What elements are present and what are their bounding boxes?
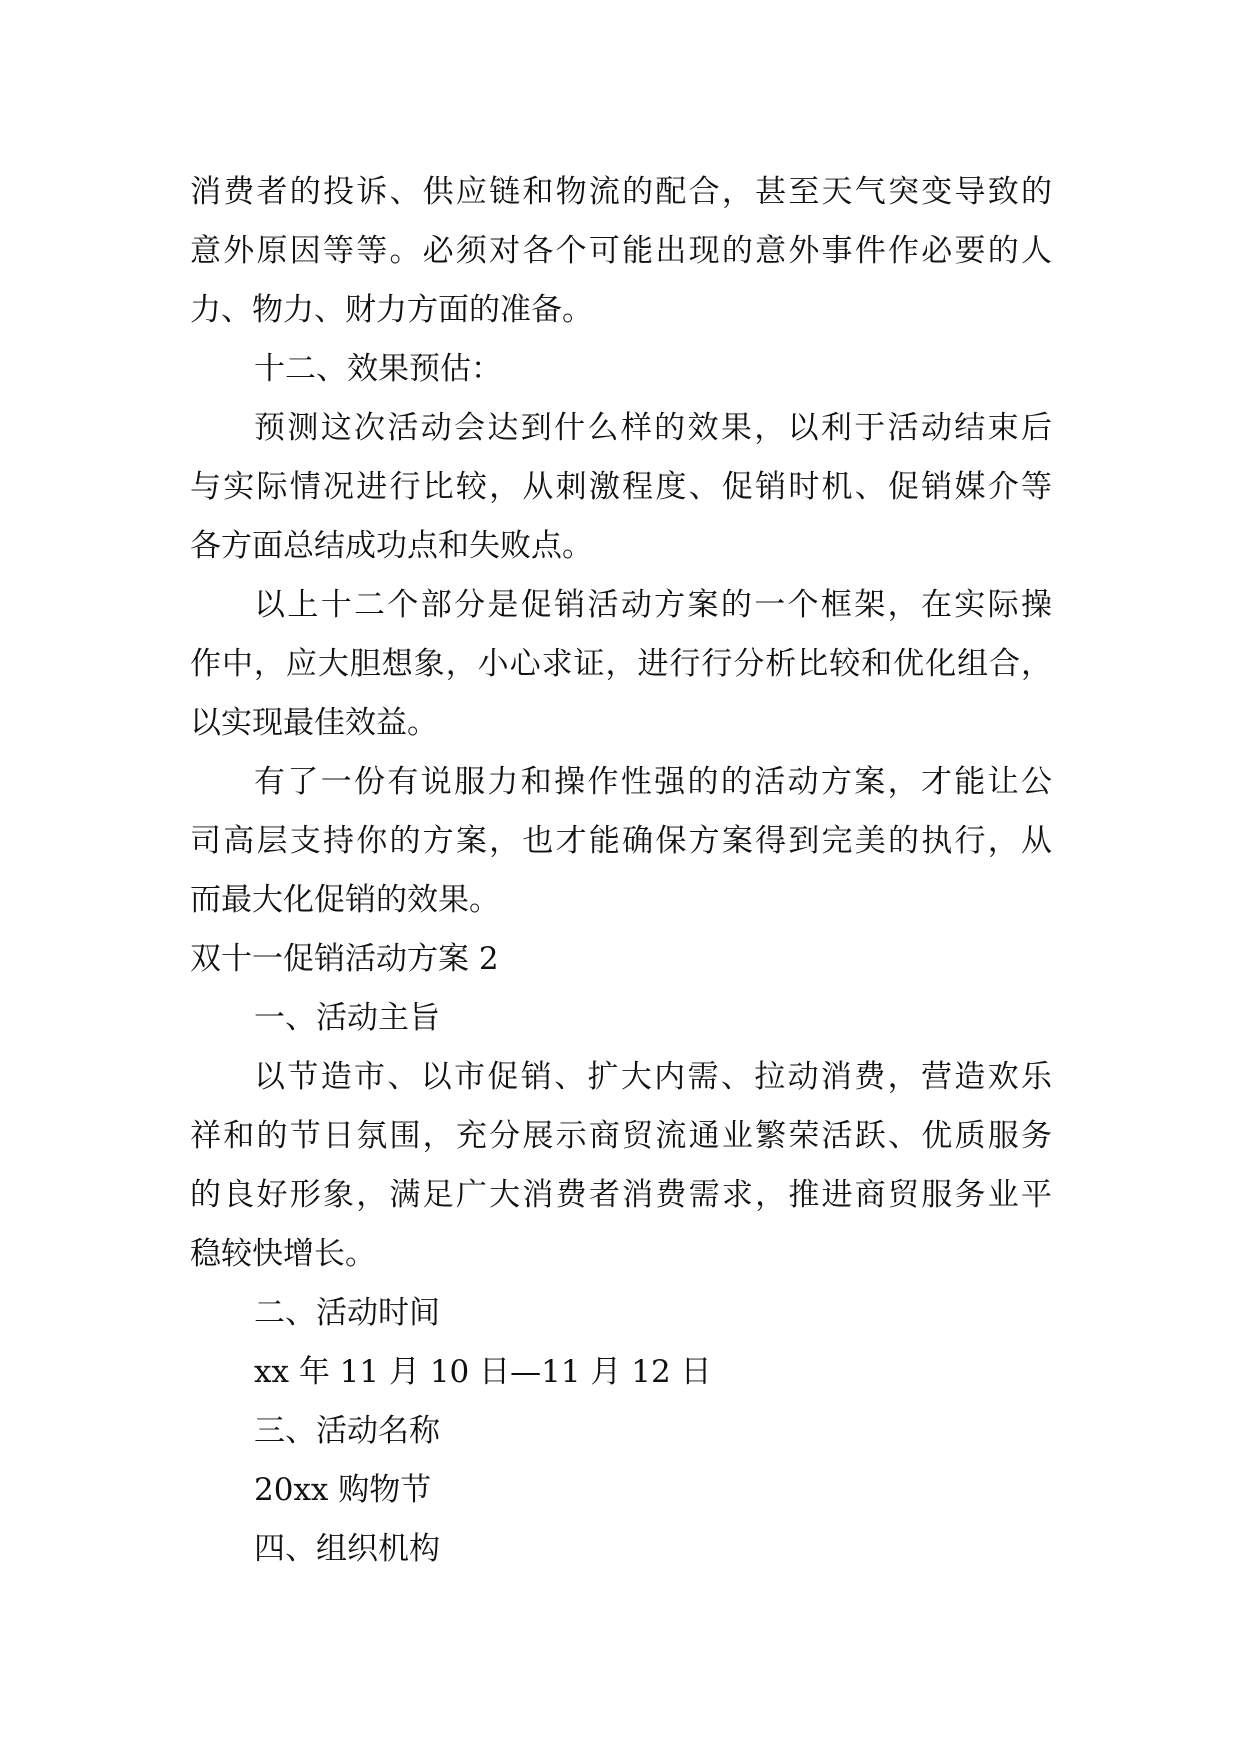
paragraph-line: 消费者的投诉、供应链和物流的配合，甚至天气突变导致的 xyxy=(190,174,1052,210)
paragraph-line: 以节造市、以市促销、扩大内需、拉动消费，营造欢乐 xyxy=(254,1059,1052,1095)
paragraph-line: 各方面总结成功点和失败点。 xyxy=(190,528,593,564)
section-heading: 三、活动名称 xyxy=(254,1413,440,1449)
paragraph-line: 预测这次活动会达到什么样的效果，以利于活动结束后 xyxy=(254,410,1052,446)
paragraph-line: 与实际情况进行比较，从刺激程度、促销时机、促销媒介等 xyxy=(190,469,1052,505)
document-body xyxy=(190,163,1052,1579)
activity-name: 20xx 购物节 xyxy=(254,1472,432,1508)
section-heading: 一、活动主旨 xyxy=(254,1000,440,1036)
section-heading: 四、组织机构 xyxy=(254,1531,440,1567)
paragraph-line: 以上十二个部分是促销活动方案的一个框架，在实际操 xyxy=(254,587,1052,623)
section-heading: 二、活动时间 xyxy=(254,1295,440,1331)
paragraph-line: 以实现最佳效益。 xyxy=(190,705,438,741)
paragraph-line: 司高层支持你的方案，也才能确保方案得到完美的执行，从 xyxy=(190,823,1052,859)
paragraph-line: 有了一份有说服力和操作性强的的活动方案，才能让公 xyxy=(254,764,1052,800)
activity-time: xx 年 11 月 10 日—11 月 12 日 xyxy=(254,1354,712,1390)
paragraph-line: 作中，应大胆想象，小心求证，进行行分析比较和优化组合， xyxy=(190,646,1052,682)
section-heading: 十二、效果预估： xyxy=(254,351,502,387)
paragraph-line: 意外原因等等。必须对各个可能出现的意外事件作必要的人 xyxy=(190,233,1052,269)
paragraph-line: 力、物力、财力方面的准备。 xyxy=(190,292,593,328)
paragraph-line: 稳较快增长。 xyxy=(190,1236,376,1272)
paragraph-line: 祥和的节日氛围，充分展示商贸流通业繁荣活跃、优质服务 xyxy=(190,1118,1052,1154)
paragraph-line: 而最大化促销的效果。 xyxy=(190,882,500,918)
document-section-title: 双十一促销活动方案 2 xyxy=(190,941,499,977)
paragraph-line: 的良好形象，满足广大消费者消费需求，推进商贸服务业平 xyxy=(190,1177,1052,1213)
